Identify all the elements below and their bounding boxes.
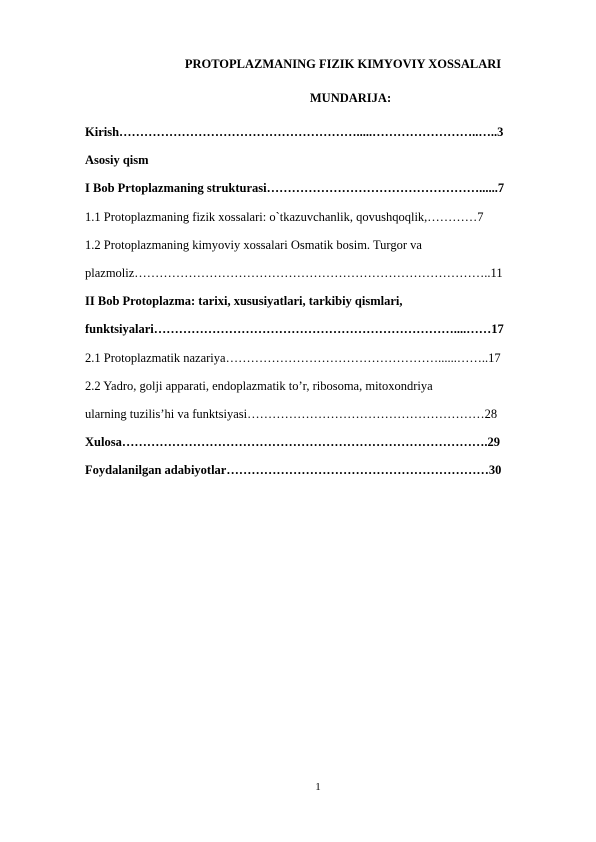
toc-line: Kirish………………………………………………….....……………………..…..3 [85, 125, 504, 139]
toc-line: Xulosa…………………………………………………………………………….29 [85, 435, 500, 450]
toc-line: II Bob Protoplazma: tarixi, xususiyatlari, tarkibiy qismlari, [85, 294, 403, 309]
table-of-contents [85, 118, 555, 484]
toc-line: 1.2 Protoplazmaning kimyoviy xossalari Osmatik bosim. Turgor va [85, 237, 422, 252]
toc-line: 1.1 Protoplazmaning fizik xossalari: o`tkazuvchanlik, qovushqoqlik,…………7 [85, 209, 484, 224]
toc-line: Foydalanilgan adabiyotlar………………………………………………………30 [85, 463, 502, 478]
toc-line: funktsiyalari………………………………………………………………....……17 [85, 322, 504, 337]
toc-line: plazmoliz…………………………………………………………………………..11 [85, 265, 503, 280]
document-title: PROTOPLAZMANING FIZIK KIMYOVIY XOSSALARI [184, 57, 502, 71]
toc-line: I Bob Prtoplazmaning strukturasi……………………………………………......7 [85, 181, 505, 196]
toc-line: ularning tuzilis’hi va funktsiyasi…………………………………………………28 [85, 406, 498, 421]
contents-heading: MUNDARIJA: [309, 91, 392, 105]
toc-line: Asosiy qism [85, 153, 149, 168]
toc-line: 2.1 Protoplazmatik nazariya……………………………………………......……..17 [85, 350, 501, 365]
page-number: 1 [315, 781, 321, 793]
toc-line: 2.2 Yadro, golji apparati, endoplazmatik to’r, ribosoma, mitoxondriya [85, 378, 433, 393]
